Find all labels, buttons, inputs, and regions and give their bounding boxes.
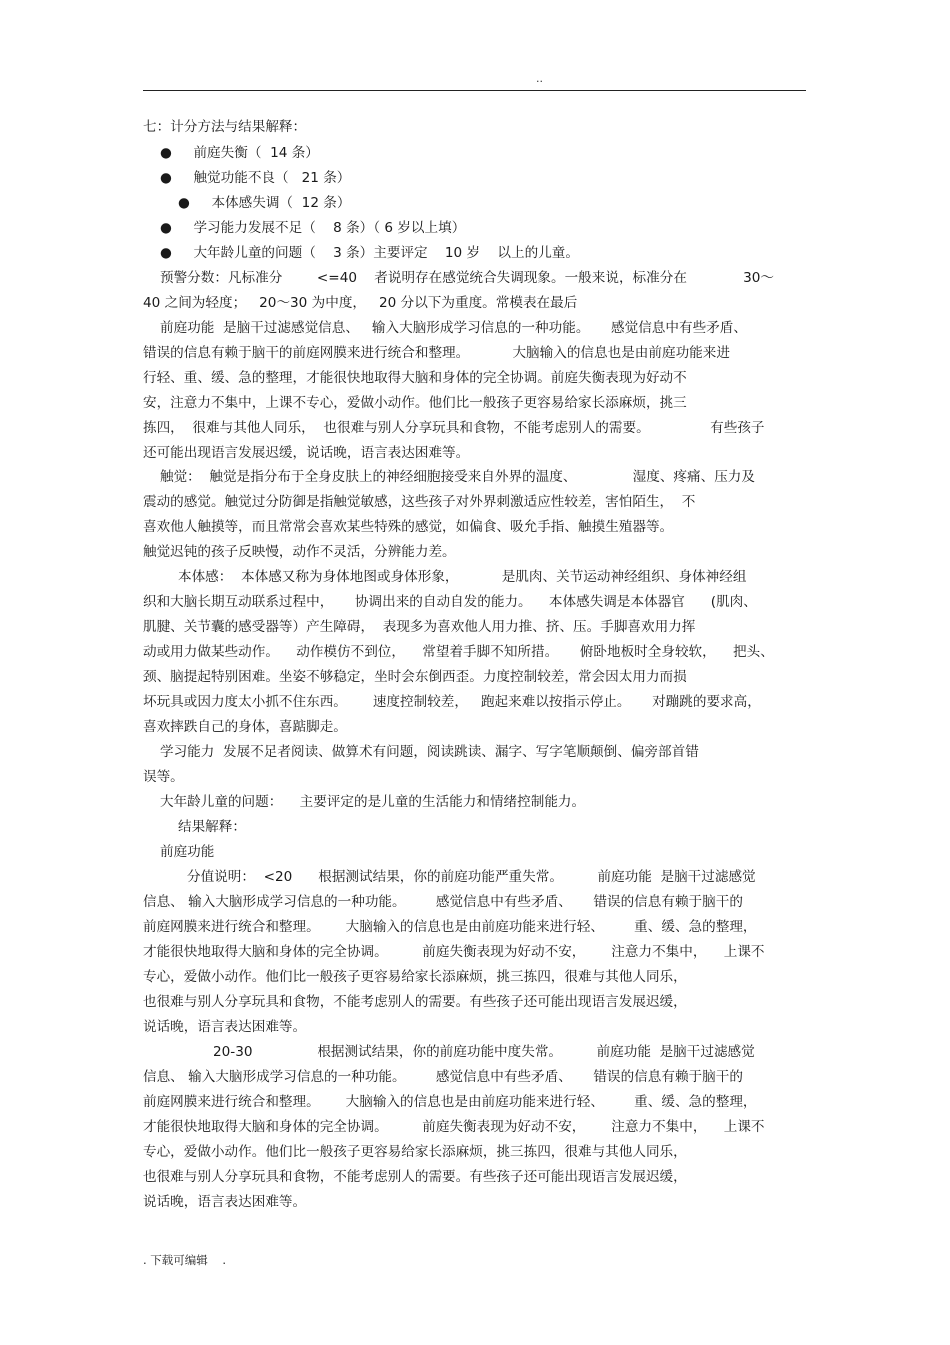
- text-line: 织和大脑长期互动联系过程中， 协调出来的自动自发的能力。 本体感失调是本体器官 (肌肉、: [143, 594, 757, 610]
- text-line: 前庭网膜来进行统合和整理。 大脑输入的信息也是由前庭功能来进行轻、 重、缓、急的整理，: [143, 1094, 757, 1110]
- text-line: 触觉： 触觉是指分布于全身皮肤上的神经细胞接受来自外界的温度、 湿度、疼痛、压力及: [160, 469, 755, 485]
- text-line: 拣四， 很难与其他人同乐， 也很难与别人分享玩具和食物，不能考虑别人的需要。 有些孩子: [143, 420, 765, 436]
- text-line: 震动的感觉。触觉过分防御是指触觉敏感，这些孩子对外界刺激适应性较差，害怕陌生， 不: [143, 494, 696, 510]
- text-line: 20-30 根据测试结果，你的前庭功能中度失常。 前庭功能 是脑干过滤感觉: [213, 1044, 755, 1060]
- text-line: 也很难与别人分享玩具和食物，不能考虑别人的需要。有些孩子还可能出现语言发展迟缓，: [143, 994, 687, 1010]
- text-line: 前庭功能: [160, 844, 215, 860]
- text-line: 误等。: [143, 769, 184, 785]
- text-line: 触觉迟钝的孩子反映慢，动作不灵活，分辨能力差。: [143, 544, 456, 560]
- text-line: 也很难与别人分享玩具和食物，不能考虑别人的需要。有些孩子还可能出现语言发展迟缓，: [143, 1169, 687, 1185]
- text-line: 说话晚，语言表达困难等。: [143, 1019, 307, 1035]
- text-line: 才能很快地取得大脑和身体的完全协调。 前庭失衡表现为好动不安， 注意力不集中， 上课不: [143, 1119, 765, 1135]
- text-line: 大年龄儿童的问题： 主要评定的是儿童的生活能力和情绪控制能力。: [160, 794, 586, 810]
- text-line: ● 前庭失衡（ 14 条）: [160, 145, 319, 161]
- page-footer: . 下载可编辑 .: [143, 1253, 227, 1267]
- text-line: 七：计分方法与结果解释：: [143, 119, 307, 135]
- text-line: 喜欢摔跌自己的身体，喜踮脚走。: [143, 719, 347, 735]
- text-line: 肌腱、关节囊的感受器等）产生障碍， 表现多为喜欢他人用力推、挤、压。手脚喜欢用力挥: [143, 619, 696, 635]
- text-line: ● 触觉功能不良（ 21 条）: [160, 170, 351, 186]
- text-line: 前庭网膜来进行统合和整理。 大脑输入的信息也是由前庭功能来进行轻、 重、缓、急的整理，: [143, 919, 757, 935]
- text-line: 本体感： 本体感又称为身体地图或身体形象， 是肌肉、关节运动神经组织、身体神经组: [178, 569, 747, 585]
- text-line: 安，注意力不集中，上课不专心，爱做小动作。他们比一般孩子更容易给家长添麻烦，挑三: [143, 395, 687, 411]
- text-line: 错误的信息有赖于脑干的前庭网膜来进行统合和整理。 大脑输入的信息也是由前庭功能来进: [143, 345, 730, 361]
- text-line: 专心，爱做小动作。他们比一般孩子更容易给家长添麻烦，挑三拣四，很难与其他人同乐，: [143, 1144, 687, 1160]
- header-mark: ..: [536, 72, 543, 85]
- text-line: 动或用力做某些动作。 动作模仿不到位， 常望着手脚不知所措。 俯卧地板时全身较软， 把头、: [143, 644, 774, 660]
- text-line: ● 学习能力发展不足（ 8 条）（ 6 岁以上填）: [160, 220, 466, 236]
- text-line: 学习能力 发展不足者阅读、做算术有问题，阅读跳读、漏字、写字笔顺颠倒、偏旁部首错: [160, 744, 699, 760]
- text-line: 说话晚，语言表达困难等。: [143, 1194, 307, 1210]
- text-line: 结果解释：: [178, 819, 246, 835]
- text-line: ● 本体感失调（ 12 条）: [178, 195, 351, 211]
- text-line: 信息、 输入大脑形成学习信息的一种功能。 感觉信息中有些矛盾、 错误的信息有赖于脑干的: [143, 894, 743, 910]
- text-line: 专心，爱做小动作。他们比一般孩子更容易给家长添麻烦，挑三拣四，很难与其他人同乐，: [143, 969, 687, 985]
- text-line: 预警分数：凡标准分 <=40 者说明存在感觉统合失调现象。一般来说，标准分在 30～: [160, 270, 774, 286]
- text-line: 坏玩具或因力度太小抓不住东西。 速度控制较差， 跑起来难以按指示停止。 对蹦跳的要求高，: [143, 694, 761, 710]
- text-line: 40 之间为轻度； 20～30 为中度， 20 分以下为重度。常模表在最后: [143, 295, 578, 311]
- text-line: 喜欢他人触摸等，而且常常会喜欢某些特殊的感觉，如偏食、吸允手指、触摸生殖器等。: [143, 519, 674, 535]
- header-rule: [143, 90, 806, 91]
- text-line: 颈、脑提起特别困难。坐姿不够稳定，坐时会东倒西歪。力度控制较差，常会因太用力而损: [143, 669, 687, 685]
- text-line: 还可能出现语言发展迟缓，说话晚，语言表达困难等。: [143, 445, 470, 461]
- text-line: 前庭功能 是脑干过滤感觉信息、 输入大脑形成学习信息的一种功能。 感觉信息中有些矛盾、: [160, 320, 747, 336]
- text-line: ● 大年龄儿童的问题（ 3 条）主要评定 10 岁 以上的儿童。: [160, 245, 579, 261]
- text-line: 才能很快地取得大脑和身体的完全协调。 前庭失衡表现为好动不安， 注意力不集中， 上课不: [143, 944, 765, 960]
- text-line: 行轻、重、缓、急的整理，才能很快地取得大脑和身体的完全协调。前庭失衡表现为好动不: [143, 370, 687, 386]
- text-line: 分值说明： <20 根据测试结果，你的前庭功能严重失常。 前庭功能 是脑干过滤感觉: [187, 869, 756, 885]
- text-line: 信息、 输入大脑形成学习信息的一种功能。 感觉信息中有些矛盾、 错误的信息有赖于脑干的: [143, 1069, 743, 1085]
